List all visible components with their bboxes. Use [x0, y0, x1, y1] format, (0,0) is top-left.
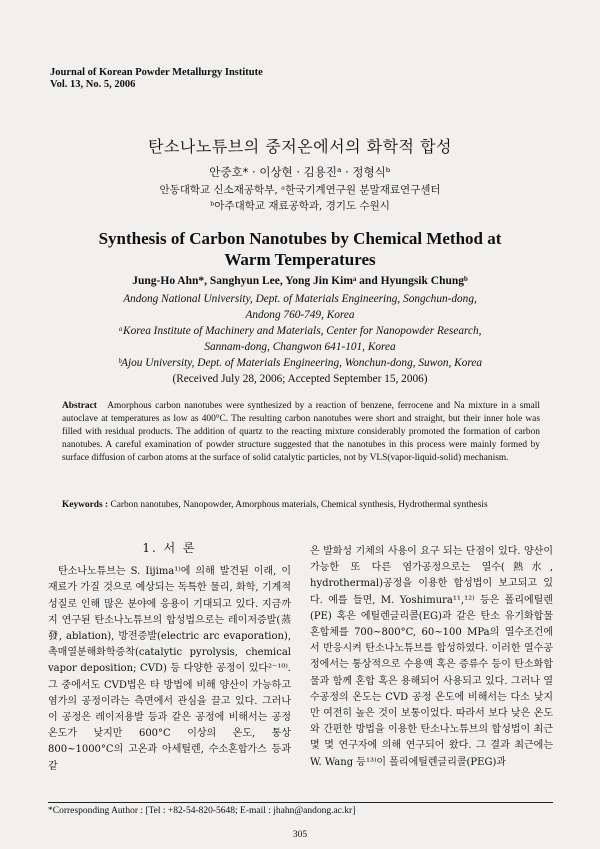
keywords-label: Keywords :	[62, 500, 109, 510]
english-affiliation-2: Andong 760-749, Korea	[245, 309, 355, 321]
korean-affiliation-2: ᵇ아주대학교 재료공학과, 경기도 수원시	[210, 200, 390, 212]
footnote-divider	[48, 802, 553, 803]
section-heading-introduction: 1. 서 론	[142, 541, 197, 555]
abstract	[62, 400, 540, 465]
keywords	[62, 500, 540, 510]
journal-name: Journal of Korean Powder Metallurgy Institute	[50, 67, 263, 78]
english-authors: Jung-Ho Ahn*, Sanghyun Lee, Yong Jin Kimᵃ and Hyungsik Chungᵇ	[132, 275, 468, 287]
abstract-label: Abstract	[62, 401, 97, 411]
journal-volume: Vol. 13, No. 5, 2006	[50, 79, 136, 90]
english-title-line-1: Synthesis of Carbon Nanotubes by Chemical Method at	[98, 229, 502, 248]
abstract-text: Amorphous carbon nanotubes were synthesized by a reaction of benzene, ferrocene and Na mixture in a small autoclave at temperatures as low as 400°C. The resulting carbon nanotubes were short and straight, but their inner hole was filled with residual products. The addition of quartz to the reacting mixture considerably promoted the formation of carbon nanotubes. A careful examination of powder structure suggested that the nanotubes in this process were mainly formed by surface diffusion of carbon atoms at the surface of solid catalytic particles, not by VLS(vapor-liquid-solid) mechanism.	[62, 401, 541, 463]
korean-title: 탄소나노튜브의 중저온에서의 화학적 합성	[148, 137, 452, 156]
korean-affiliation-1: 안동대학교 신소재공학부, ᵃ한국기계연구원 분말재료연구센터	[159, 184, 441, 196]
english-title	[0, 228, 600, 270]
intro-paragraph-left: 탄소나노튜브는 S. Iijima¹⁾에 의해 발견된 이래, 이 재료가 가질 것으로 예상되는 독특한 물리, 화학, 기계적 성질로 인해 많은 분야에 응용이 기대되고 있다. 지금까지 연구된 탄소나노튜브의 합성법으로는 레이저증발(蒸發, ablation), 방전증발(electric arc evaporation), 촉매열분해화학증착(catalytic pyrolysis, chemical vapor deposition; CVD) 등 다양한 공정이 있다²⁻¹⁰⁾. 그 중에서도 CVD법은 타 방법에 비해 양산이 가능하고 염가의 공정이라는 측면에서 관심을 끌고 있다. 그러나 이 공정은 레이저용발 등과 같은 공정에 비해서는 공정온도가 낮지만 600°C 이상의 온도, 통상 800~1000°C의 고온과 아세틸렌, 수소혼합가스 등과 같	[48, 566, 291, 772]
left-column	[48, 540, 291, 775]
keywords-text: Carbon nanotubes, Nanopowder, Amorphous materials, Chemical synthesis, Hydrothermal synthesis	[110, 500, 488, 510]
intro-paragraph-right: 은 발화성 기체의 사용이 요구 되는 단점이 있다. 양산이 가능한 또 다른 염가공정으로는 열수(熱水, hydrothermal)공정을 이용한 합성법이 보고되고 있다. 예를 들면, M. Yoshimura¹¹,¹²⁾ 등은 폴리에틸렌(PE) 혹은 에틸렌글리콜(EG)과 같은 탄소 유기화합물 혼합체를 700~800°C, 60~100 MPa의 열수조건에서 반응시켜 탄소나노튜브를 합성하였다. 이러한 열수공정에서는 통상적으로 수용액 혹은 증류수 등이 탄소화합물과 함께 혼합 혹은 용해되어 사용되고 있다. 그러나 열수공정의 온도는 CVD 공정 온도에 비해서는 다소 낮지만 여전히 높은 것이 보통이었다. 따라서 보다 낮은 온도와 간편한 방법을 이용한 탄소나노튜브의 합성법이 최근 몇 몇 연구자에 의해 연구되어 왔다. 그 결과 최근에는 W. Wang 등¹³⁾이 폴리에틸렌글리콜(PEG)과	[310, 546, 553, 768]
korean-authors: 안중호* · 이상현 · 김용진ᵃ · 정형식ᵇ	[209, 165, 391, 179]
right-column	[310, 544, 553, 771]
english-affiliation-5: ᵇAjou University, Dept. of Materials Engineering, Wonchun-dong, Suwon, Korea	[118, 357, 482, 369]
english-title-line-2: Warm Temperatures	[224, 250, 376, 269]
english-affiliation-1: Andong National University, Dept. of Materials Engineering, Songchun-dong,	[123, 293, 477, 305]
english-affiliation-4: Sannam-dong, Changwon 641-101, Korea	[204, 341, 396, 353]
journal-header	[50, 67, 263, 91]
page-number: 305	[292, 830, 308, 840]
corresponding-author-footnote: *Corresponding Author : [Tel : +82-54-820-5648; E-mail : jhahn@andong.ac.kr]	[48, 806, 356, 816]
english-affiliation-3: ᵃKorea Institute of Machinery and Materials, Center for Nanopowder Research,	[118, 325, 482, 337]
received-dates: (Received July 28, 2006; Accepted September 15, 2006)	[172, 373, 428, 385]
